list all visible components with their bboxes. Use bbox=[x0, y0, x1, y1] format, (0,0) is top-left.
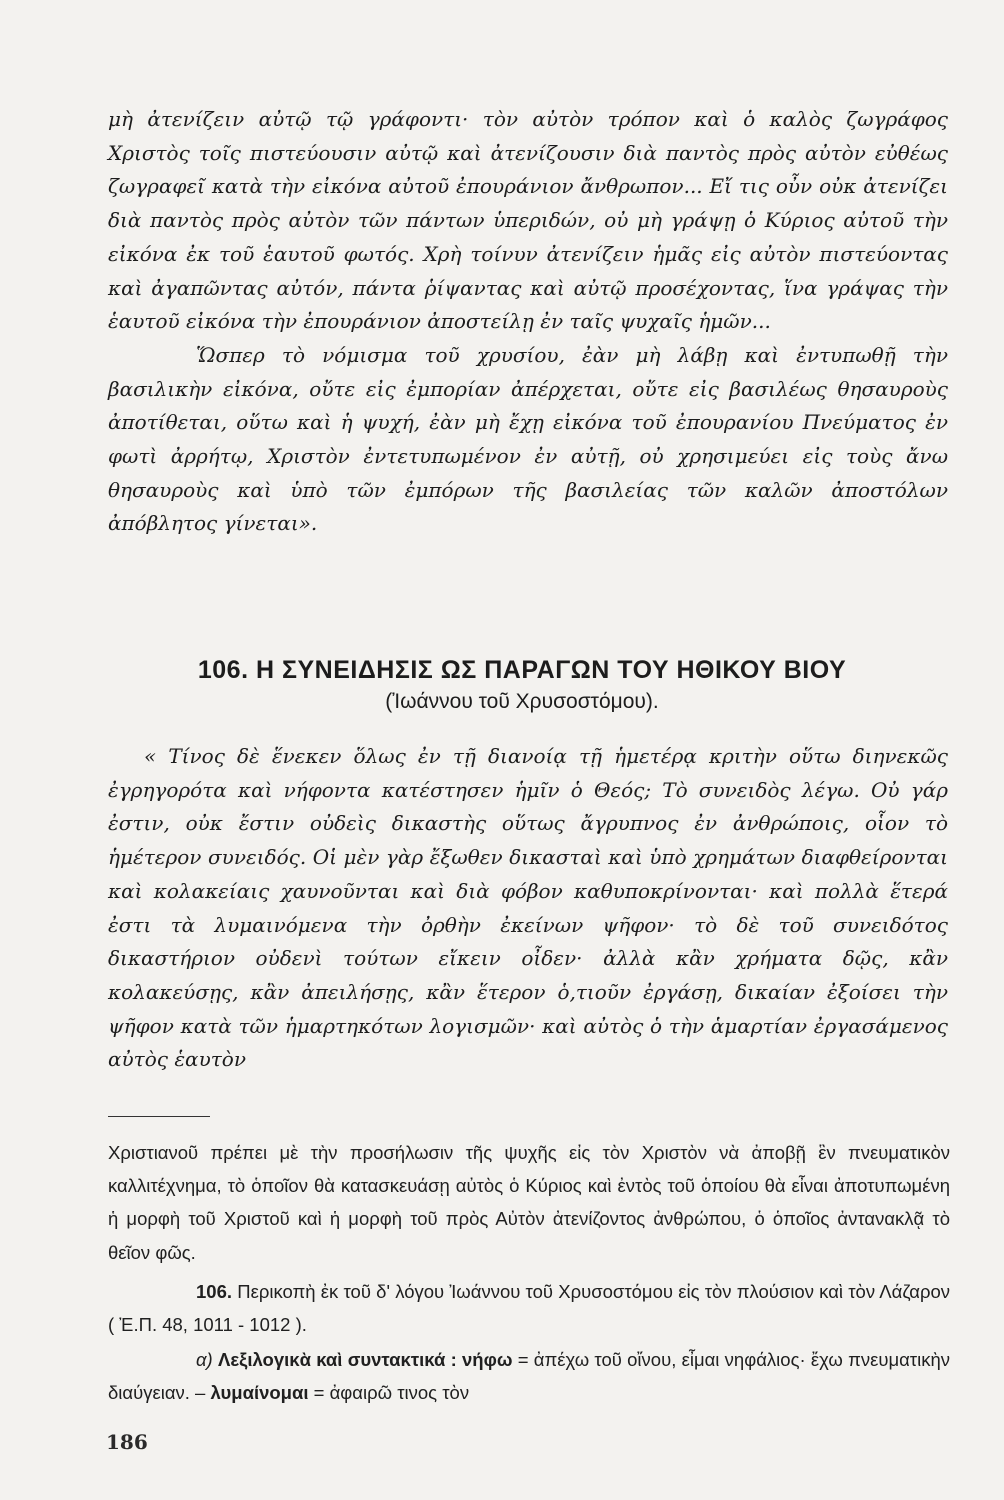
footnote-source-text: Περικοπὴ ἐκ τοῦ δ' λόγου Ἰωάννου τοῦ Χρυσοστόμου εἰς τὸν πλούσιον καὶ τὸν Λάζαρον ( Ἐ.Π. 48, 1011 - 1012 ). bbox=[108, 1281, 951, 1336]
vocabulary-letter: α) bbox=[196, 1349, 213, 1370]
term-nepho-definition: = ἀπέχω τοῦ οἴνου, εἶμαι νηφάλιος· ἔχω πνευματικὴν διαύγειαν. – bbox=[108, 1349, 951, 1404]
paragraph-gold-coin: Ὥσπερ τὸ νόμισμα τοῦ χρυσίου, ἐὰν μὴ λάβῃ καὶ ἐντυπωθῇ τὴν βασιλικὴν εἰκόνα, οὔτε εἰς ἐμπορίαν ἀπέρχεται, οὔτε εἰς βασιλέως θησαυροὺς ἀποτίθεται, οὕτω καὶ ἡ ψυχή, ἐὰν μὴ ἔχῃ εἰκόνα τοῦ ἐπουρανίου Πνεύματος ἐν φωτὶ ἀρρήτῳ, Χριστὸν ἐντετυπωμένον ἐν αὐτῇ, οὐ χρησιμεύει εἰς τοὺς ἄνω θησαυροὺς καὶ ὑπὸ τῶν ἐμπόρων τῆς βασιλείας τῶν καλῶν ἀποστόλων ἀπόβλητος γίνεται». bbox=[108, 342, 948, 536]
section-subtitle: (Ἰωάννου τοῦ Χρυσοστόμου). bbox=[385, 690, 659, 713]
term-lymainomai: λυμαίνομαι bbox=[210, 1382, 309, 1404]
chrysostom-quote bbox=[108, 740, 948, 1077]
paragraph-christ-painter: μὴ ἀτενίζειν αὐτῷ τῷ γράφοντι· τὸν αὐτὸν τρόπον καὶ ὁ καλὸς ζωγράφος Χριστὸς τοῖς πιστεύουσιν αὐτῷ καὶ ἀτενίζουσιν διὰ παντὸς πρὸς αὐτὸν εὐθέως ζωγραφεῖ κατὰ τὴν εἰκόνα αὐτοῦ ἐπουράνιον ἄνθρωπον... Εἴ τις οὖν οὐκ ἀτενίζει διὰ παντὸς πρὸς αὐτὸν τῶν πάντων ὑπεριδών, οὐ μὴ γράψῃ ὁ Κύριος αὐτοῦ τὴν εἰκόνα ἐκ τοῦ ἑαυτοῦ φωτός. Χρὴ τοίνυν ἀτενίζειν ἡμᾶς εἰς αὐτὸν πιστεύοντας καὶ ἀγαπῶντας αὐτόν, πάντα ῥίψαντας καὶ αὐτῷ προσέχοντας, ἵνα γράψας τὴν ἑαυτοῦ εἰκόνα τὴν ἐπουράνιον ἀποστείλῃ ἐν ταῖς ψυχαῖς ἡμῶν... bbox=[108, 107, 948, 334]
footnote-continued-text: Χριστιανοῦ πρέπει μὲ τὴν προσήλωσιν τῆς ψυχῆς εἰς τὸν Χριστὸν νὰ ἀποβῇ ἓν πνευματικὸν καλλιτέχνημα, τὸ ὁποῖον θὰ κατασκευάσῃ αὐτὸς ὁ Κύριος καὶ ἐντὸς τοῦ ὁποίου θὰ εἶναι ἀποτυπωμένη ἡ μορφὴ τοῦ Χριστοῦ καὶ ἡ μορφὴ τοῦ πρὸς Αὐτὸν ἀτενίζοντος ἀνθρώπου, ὁ ὁποῖος ἀντανακλᾷ τὸ θεῖον φῶς. bbox=[108, 1142, 950, 1263]
term-nepho: νήφω bbox=[462, 1349, 513, 1370]
section-title: 106. Η ΣΥΝΕΙΔΗΣΙΣ ΩΣ ΠΑΡΑΓΩΝ ΤΟΥ ΗΘΙΚΟΥ ΒΙΟΥ bbox=[197, 656, 847, 684]
page-number: 186 bbox=[106, 1430, 148, 1454]
term-lymainomai-definition: = ἀφαιρῶ τινος τὸν bbox=[313, 1382, 470, 1404]
footnote-continued bbox=[108, 1136, 950, 1269]
vocabulary-label: Λεξιλογικὰ καὶ συντακτικά : bbox=[217, 1349, 457, 1370]
section-heading bbox=[112, 653, 932, 717]
footnote-vocabulary bbox=[108, 1343, 950, 1409]
quote-text: « Τίνος δὲ ἕνεκεν ὅλως ἐν τῇ διανοίᾳ τῇ ἡμετέρᾳ κριτὴν οὕτω διηνεκῶς ἐγρηγορότα καὶ νήφοντα κατέστησεν ἡμῖν ὁ Θεός; Τὸ συνειδὸς λέγω. Οὐ γάρ ἐστιν, οὐκ ἔστιν οὐδεὶς δικαστὴς οὕτως ἄγρυπνος ἐν ἀνθρώποις, οἷον τὸ ἡμέτερον συνειδός. Οἱ μὲν γὰρ ἔξωθεν δικασταὶ καὶ ὑπὸ χρημάτων διαφθείρονται καὶ κολακείαις χαυνοῦνται καὶ διὰ φόβον καθυποκρίνονται· καὶ πολλὰ ἕτερά ἐστι τὰ λυμαινόμενα τὴν ὀρθὴν ἐκείνων ψῆφον· τὸ δὲ τοῦ συνειδότος δικαστήριον οὐδενὶ τούτων εἴκειν οἶδεν· ἀλλὰ κἂν χρήματα δῷς, κἂν κολακεύσῃς, κἂν ἀπειλήσῃς, κἂν ἕτερον ὁ,τιοῦν ἐργάσῃ, δικαίαν ἐξοίσει τὴν ψῆφον κατὰ τῶν ἡμαρτηκότων λογισμῶν· καὶ αὐτὸς ὁ τὴν ἁμαρτίαν ἐργασάμενος αὐτὸς ἑαυτὸν bbox=[108, 744, 948, 1072]
main-text bbox=[108, 103, 948, 541]
footnote-divider bbox=[108, 1116, 210, 1117]
footnote-number: 106. bbox=[196, 1281, 233, 1302]
footnote-106 bbox=[108, 1275, 950, 1341]
